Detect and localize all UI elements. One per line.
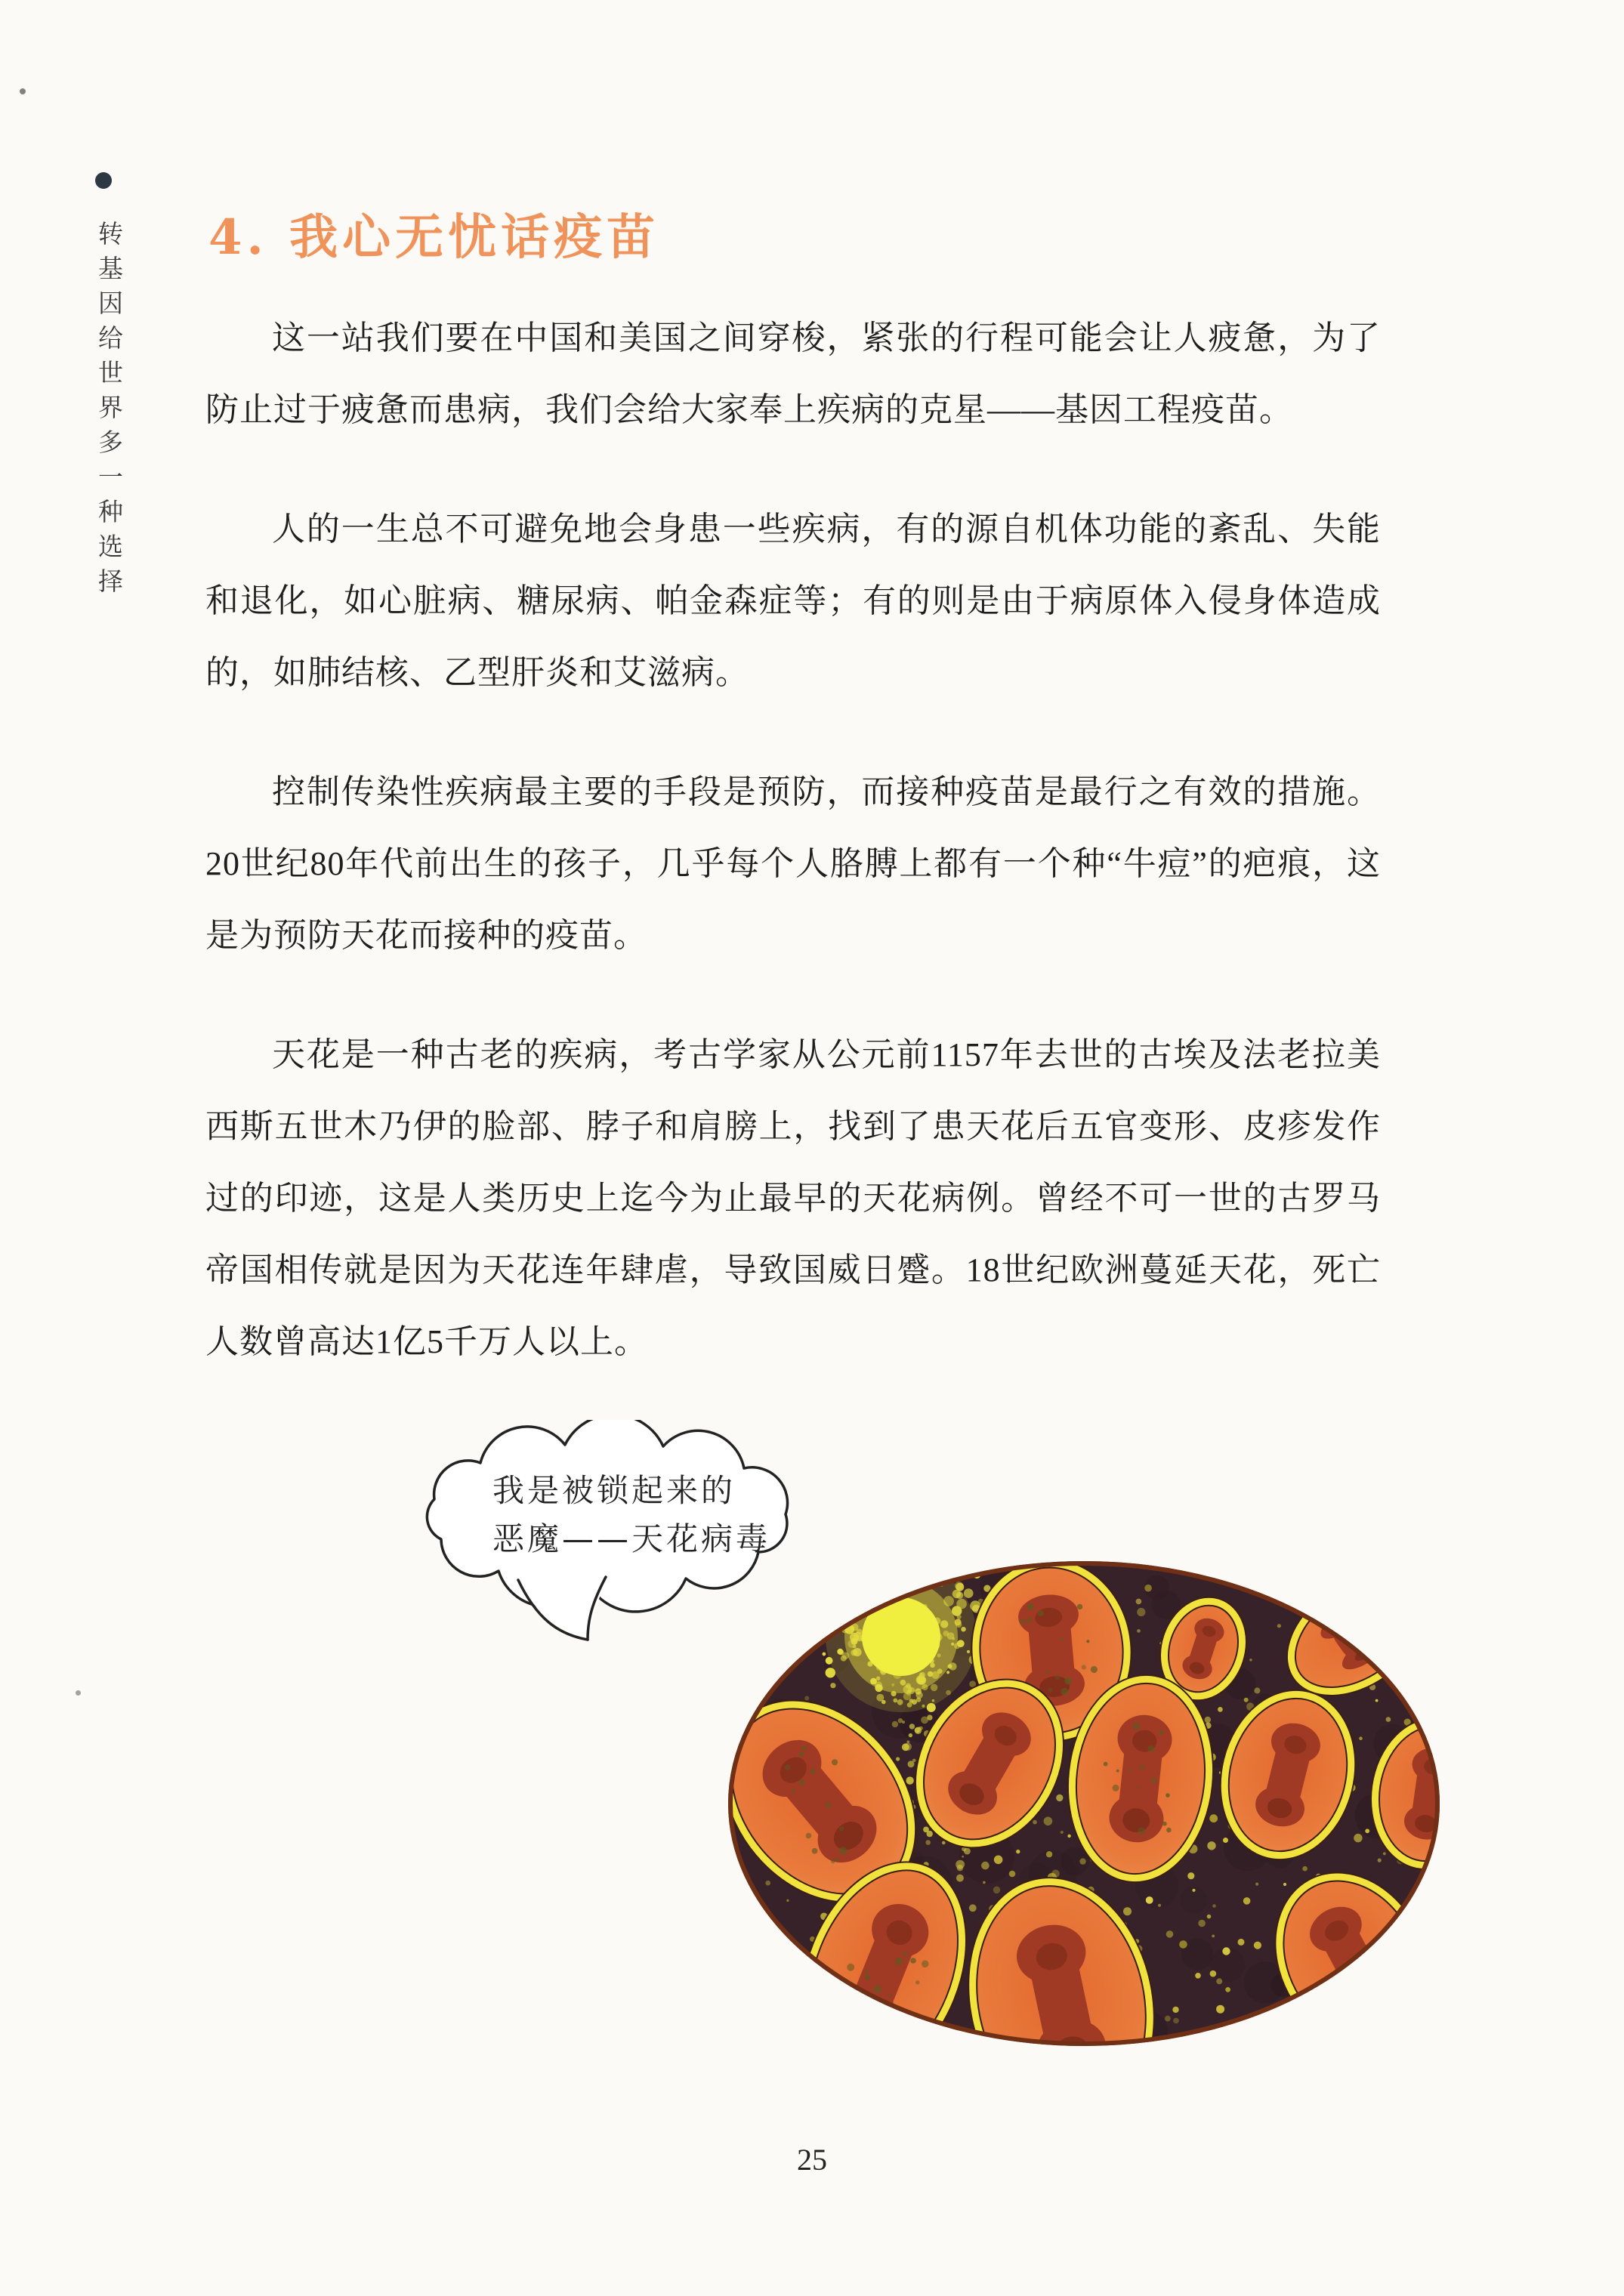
speech-bubble-line: 恶魔——天花病毒: [492, 1520, 771, 1557]
paragraph: 控制传染性疾病最主要的手段是预防，而接种疫苗是最行之有效的措施。20世纪80年代前出生的孩子，几乎每个人胳膊上都有一个种“牛痘”的疤痕，这是为预防天花而接种的疫苗。: [205, 773, 1381, 954]
margin-sidebar: [85, 172, 130, 603]
speech-bubble-text: [492, 1467, 772, 1563]
speech-bubble-line: 我是被锁起来的: [492, 1472, 736, 1509]
bullet-dot-icon: [95, 172, 112, 189]
scan-speck: [20, 88, 26, 94]
page-number: 25: [797, 2143, 827, 2177]
scan-speck: [76, 1690, 81, 1696]
body-text: [205, 302, 1381, 1425]
smallpox-virus-illustration: [718, 1554, 1454, 2053]
paragraph: 这一站我们要在中国和美国之间穿梭，紧张的行程可能会让人疲惫，为了防止过于疲惫而患病，我们会给大家奉上疾病的克星——基因工程疫苗。: [205, 319, 1381, 428]
paragraph: 天花是一种古老的疾病，考古学家从公元前1157年去世的古埃及法老拉美西斯五世木乃伊的脸部、脖子和肩膀上，找到了患天花后五官变形、皮疹发作过的印迹，这是人类历史上迄今为止最早的天花病例。曾经不可一世的古罗马帝国相传就是因为天花连年肆虐，导致国威日蹙。18世纪欧洲蔓延天花，死亡人数曾高达1亿5千万人以上。: [205, 1036, 1381, 1360]
paragraph: 人的一生总不可避免地会身患一些疾病，有的源自机体功能的紊乱、失能和退化，如心脏病、糖尿病、帕金森症等；有的则是由于病原体入侵身体造成的，如肺结核、乙型肝炎和艾滋病。: [205, 511, 1381, 691]
section-heading: 4. 我心无忧话疫苗: [208, 208, 660, 266]
smallpox-virus-micrograph: [718, 1554, 1454, 2053]
book-title-vertical: 转基因给世界多一种选择: [94, 221, 122, 603]
